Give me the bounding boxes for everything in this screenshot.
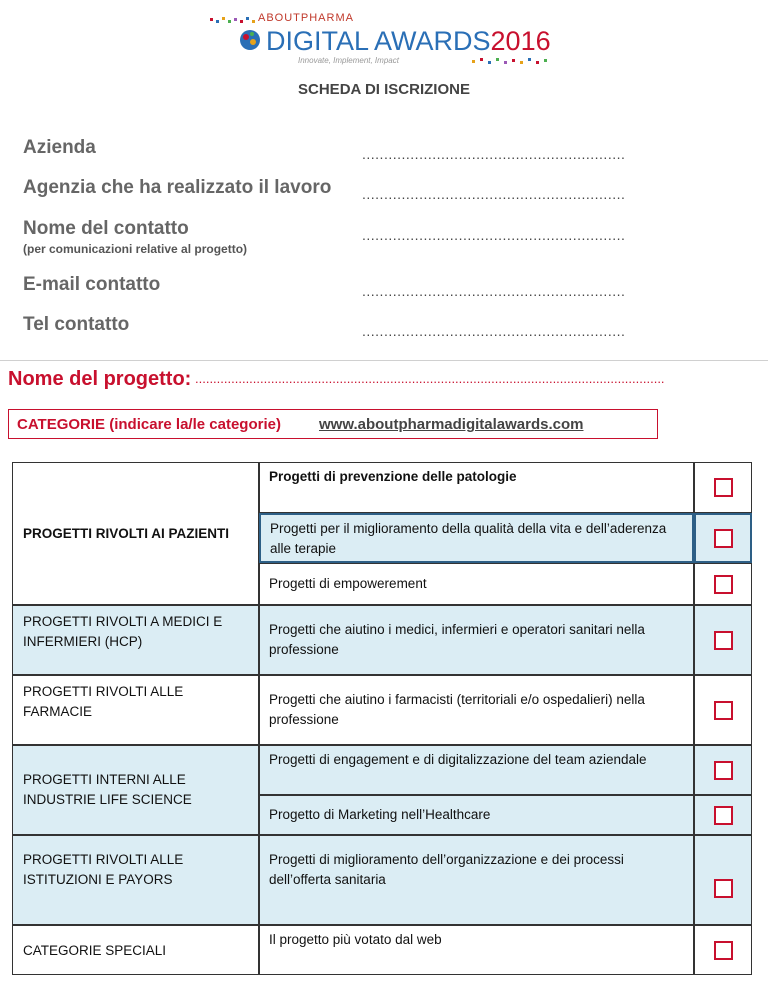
checkbox-square-icon (714, 631, 733, 650)
category-checkbox[interactable] (694, 835, 752, 925)
checkbox-square-icon (714, 879, 733, 898)
category-checkbox[interactable] (694, 462, 752, 513)
awards-logo (210, 10, 560, 66)
category-item: Progetti di engagement e di digitalizzazione del team aziendale (259, 745, 694, 795)
group-title: PROGETTI INTERNI ALLE INDUSTRIE LIFE SCIENCE (12, 745, 259, 835)
categories-banner (8, 409, 658, 439)
field-input-contatto[interactable]: ............................................................ (362, 227, 626, 243)
category-checkbox[interactable] (694, 745, 752, 795)
group-title: PROGETTI RIVOLTI ALLE FARMACIE (12, 675, 259, 745)
divider (0, 360, 768, 361)
category-item: Progetti che aiutino i farmacisti (territoriali e/o ospedalieri) nella professione (259, 675, 694, 745)
category-item: Progetto di Marketing nell’Healthcare (259, 795, 694, 835)
confetti-dots-icon (472, 56, 552, 66)
category-item: Progetti di miglioramento dell’organizzazione e dei processi dell’offerta sanitaria (259, 835, 694, 925)
field-sublabel-contatto: (per comunicazioni relative al progetto) (23, 242, 248, 256)
group-title: PROGETTI RIVOLTI ALLE ISTITUZIONI E PAYORS (12, 835, 259, 925)
category-checkbox[interactable] (694, 513, 752, 563)
checkbox-square-icon (714, 529, 733, 548)
checkbox-square-icon (714, 575, 733, 594)
group-title: PROGETTI RIVOLTI AI PAZIENTI (12, 462, 259, 605)
category-item: Progetti di empowerement (259, 563, 694, 605)
brand-small-text: ABOUTPHARMA (258, 12, 354, 24)
category-item: Progetti di prevenzione delle patologie (259, 462, 694, 513)
field-input-email[interactable]: ............................................................ (362, 283, 626, 299)
project-name-label: Nome del progetto: .................................................................................................................................. (8, 368, 191, 391)
category-checkbox[interactable] (694, 675, 752, 745)
group-title: CATEGORIE SPECIALI (12, 925, 259, 975)
awards-website-link[interactable]: www.aboutpharmadigitalawards.com (319, 416, 584, 433)
confetti-dots-icon (210, 15, 260, 25)
categories-label: CATEGORIE (indicare la/le categorie) (17, 416, 281, 433)
globe-icon (238, 28, 262, 52)
checkbox-square-icon (714, 806, 733, 825)
field-input-tel[interactable]: ............................................................ (362, 323, 626, 339)
field-label-azienda: Azienda (23, 137, 96, 158)
category-item: Progetti per il miglioramento della qualità della vita e dell’aderenza alle terapie (259, 513, 694, 563)
field-label-contatto: Nome del contatto (per comunicazioni relative al progetto) (23, 218, 248, 256)
field-input-azienda[interactable]: ............................................................ (362, 146, 626, 162)
category-checkbox[interactable] (694, 563, 752, 605)
category-checkbox[interactable] (694, 605, 752, 675)
field-label-tel: Tel contatto (23, 314, 130, 335)
field-label-email: E-mail contatto (23, 274, 161, 295)
checkbox-square-icon (714, 701, 733, 720)
checkbox-square-icon (714, 478, 733, 497)
brand-main-text: DIGITAL AWARDS2016 (266, 26, 551, 56)
category-checkbox[interactable] (694, 925, 752, 975)
checkbox-square-icon (714, 761, 733, 780)
brand-tagline: Innovate, Implement, Impact (298, 56, 399, 65)
category-item: Il progetto più votato dal web (259, 925, 694, 975)
category-checkbox[interactable] (694, 795, 752, 835)
group-title: PROGETTI RIVOLTI A MEDICI E INFERMIERI (HCP) (12, 605, 259, 675)
field-label-agenzia: Agenzia che ha realizzato il lavoro (23, 177, 332, 198)
form-title: SCHEDA DI ISCRIZIONE (298, 81, 470, 98)
field-input-agenzia[interactable]: ............................................................ (362, 186, 626, 202)
checkbox-square-icon (714, 941, 733, 960)
project-name-input[interactable]: .................................................................................................................................. (195, 371, 665, 386)
category-item: Progetti che aiutino i medici, infermieri e operatori sanitari nella professione (259, 605, 694, 675)
